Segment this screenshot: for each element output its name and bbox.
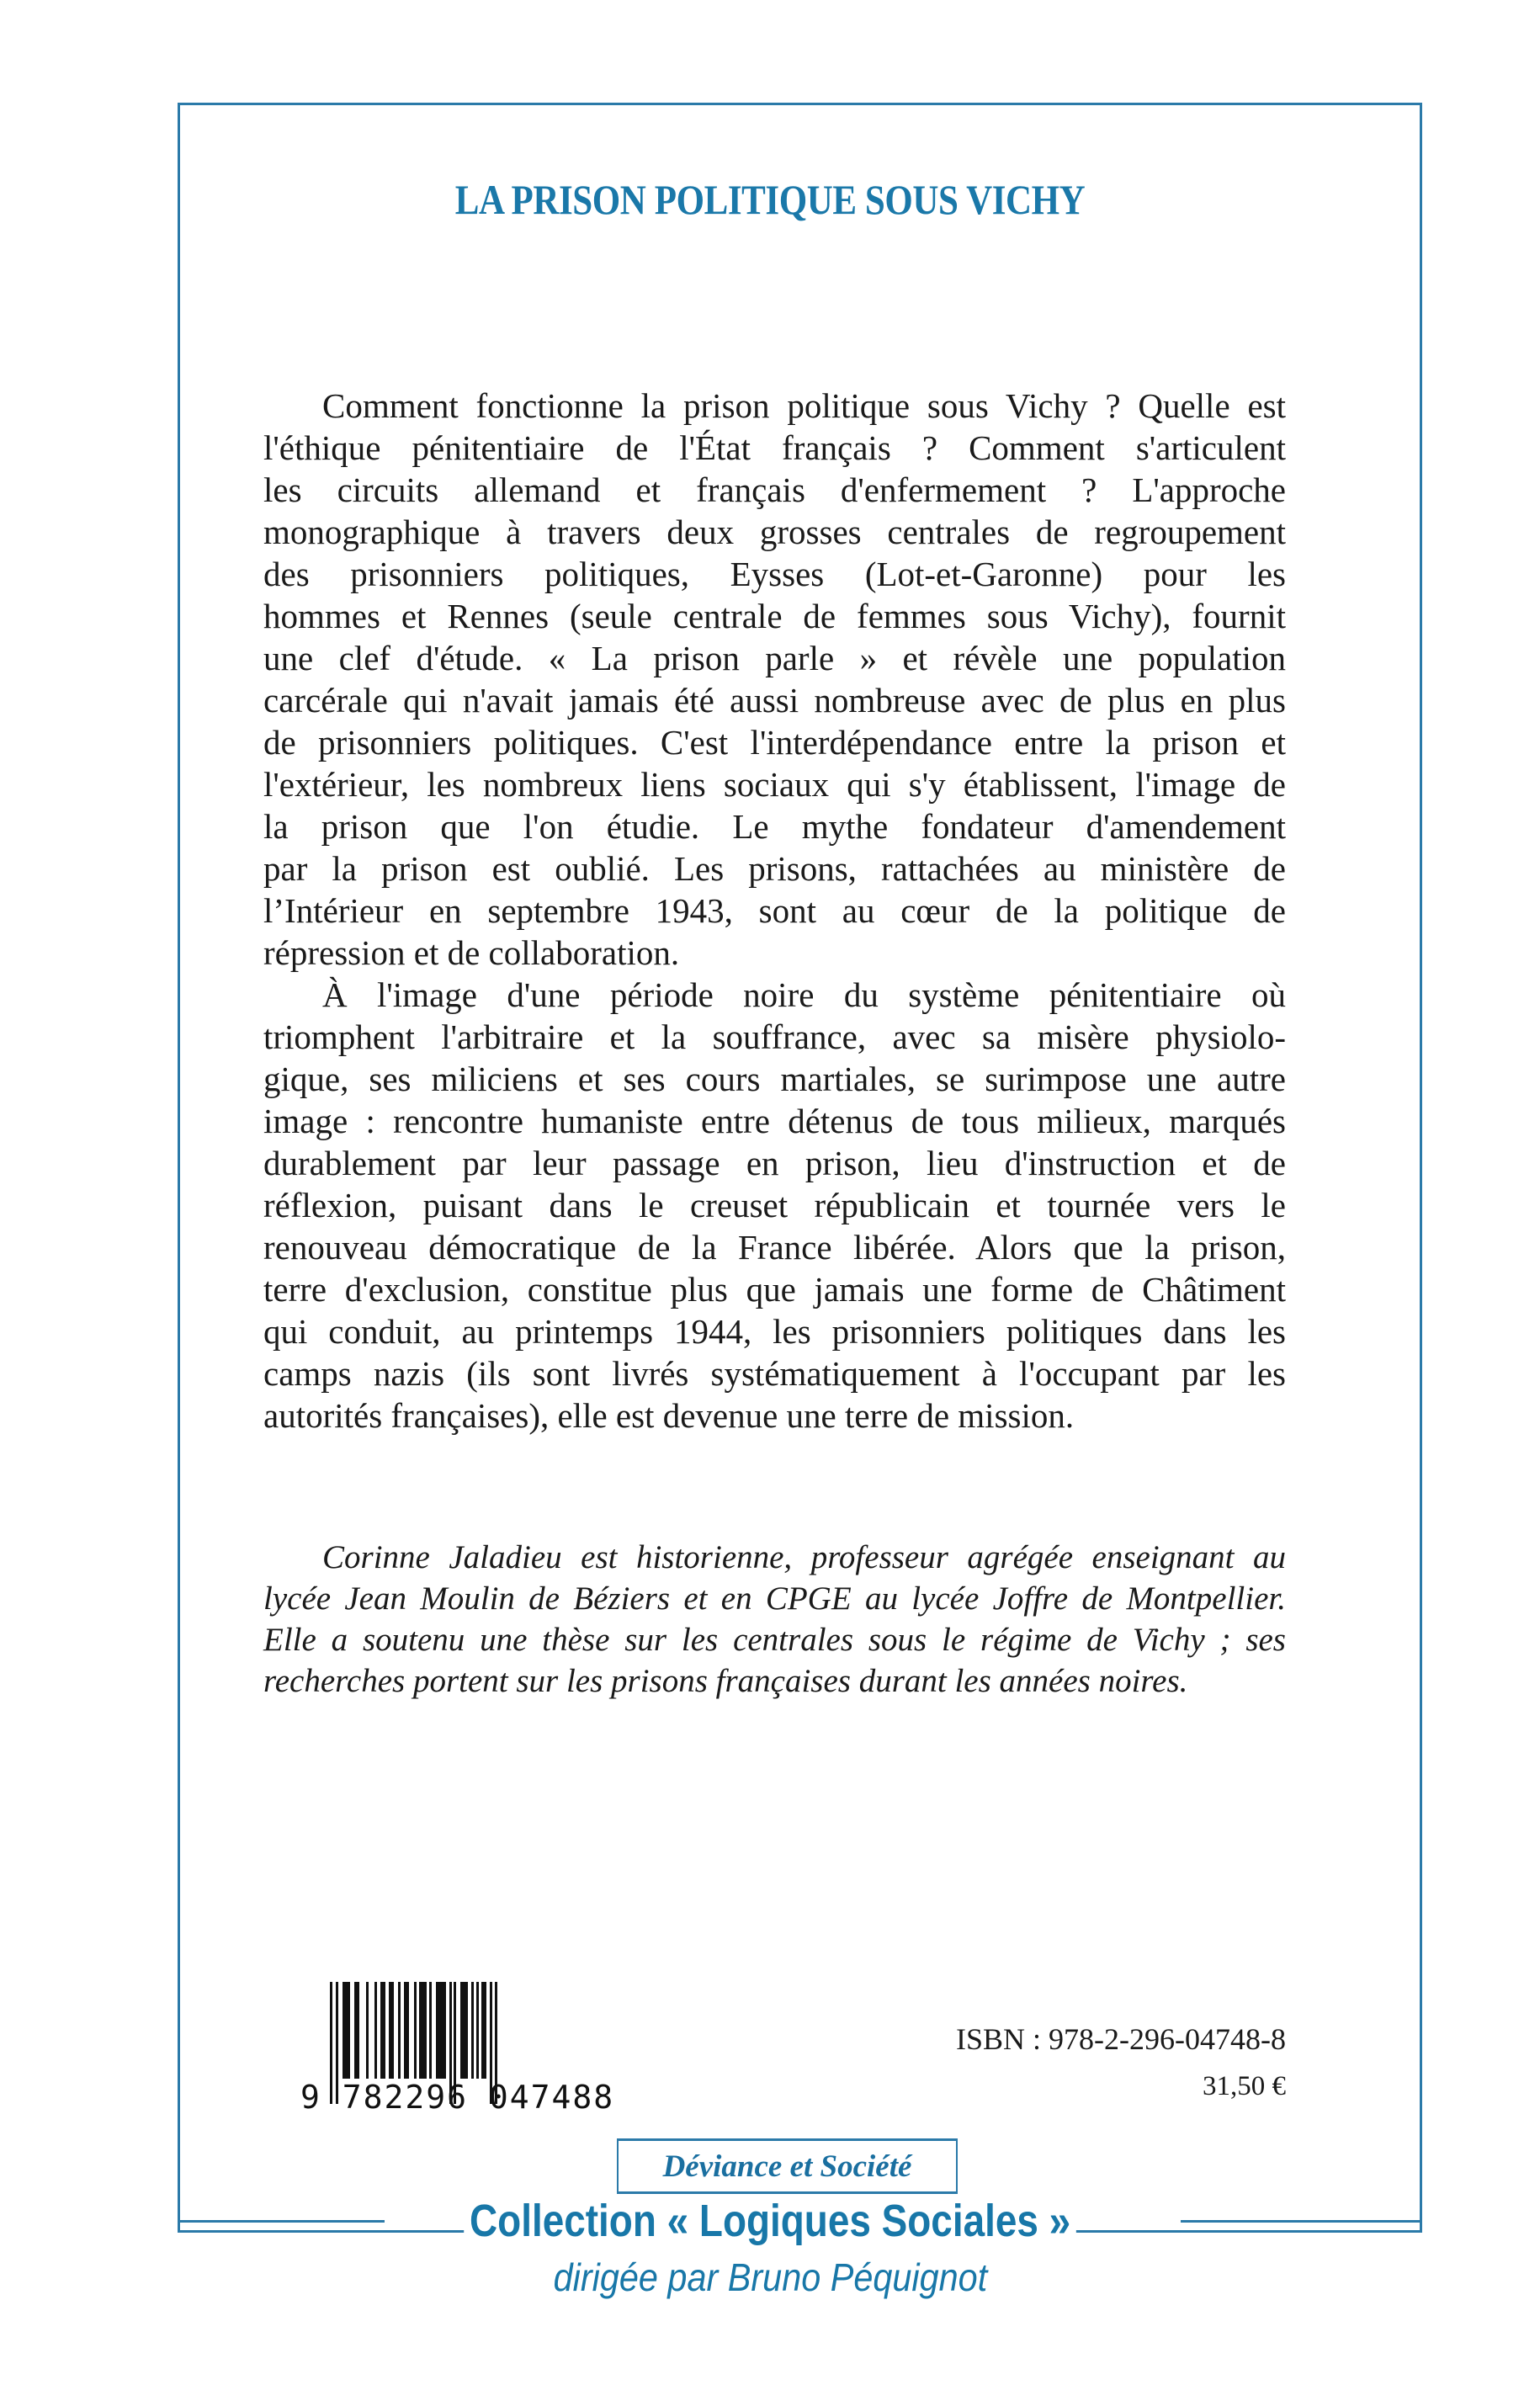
text-line: réflexion, puisant dans le creuset républicain et tournée vers le xyxy=(263,1186,1286,1224)
text-line: image : rencontre humaniste entre détenus de tous milieux, marqués xyxy=(263,1102,1286,1140)
text-line: de prisonniers politiques. C'est l'interdépendance entre la prison et xyxy=(263,723,1286,762)
isbn-label: ISBN : 978-2-296-04748-8 xyxy=(956,2022,1286,2056)
barcode-digits: 9 782296 047488 xyxy=(300,2079,615,2116)
text-line: l'éthique pénitentiaire de l'État français ? Comment s'articulent xyxy=(263,428,1286,467)
text-line: par la prison est oublié. Les prisons, rattachées au ministère de xyxy=(263,849,1286,888)
text-line: durablement par leur passage en prison, lieu d'instruction et de xyxy=(263,1144,1286,1182)
series-label: Déviance et Société xyxy=(662,2149,912,2184)
text-line: les circuits allemand et français d'enfermement ? L'approche xyxy=(263,470,1286,509)
collection-subtitle xyxy=(0,2254,1540,2301)
text-line: une clef d'étude. « La prison parle » et révèle une population xyxy=(263,639,1286,677)
text-line: hommes et Rennes (seule centrale de femmes sous Vichy), fournit xyxy=(263,597,1286,635)
text-line: Elle a soutenu une thèse sur les centrales sous le régime de Vichy ; ses xyxy=(263,1622,1286,1658)
text-line: renouveau démocratique de la France libérée. Alors que la prison, xyxy=(263,1228,1286,1267)
text-line: Comment fonctionne la prison politique sous Vichy ? Quelle est xyxy=(322,386,1286,425)
text-line: À l'image d'une période noire du système pénitentiaire où xyxy=(322,975,1286,1014)
book-title: LA PRISON POLITIQUE SOUS VICHY xyxy=(454,176,1086,223)
collection-title xyxy=(0,2195,1540,2247)
text-line: gique, ses miliciens et ses cours martiales, se surimpose une autre xyxy=(263,1060,1286,1098)
text-line: la prison que l'on étudie. Le mythe fondateur d'amendement xyxy=(263,807,1286,846)
text-line: qui conduit, au printemps 1944, les prisonniers politiques dans les xyxy=(263,1312,1286,1351)
author-bio xyxy=(263,1537,1286,1702)
text-line: des prisonniers politiques, Eysses (Lot-et-Garonne) pour les xyxy=(263,555,1286,593)
text-line: répression et de collaboration. xyxy=(263,933,680,972)
summary-paragraph-2 xyxy=(263,974,1286,1437)
text-line: autorités françaises), elle est devenue une terre de mission. xyxy=(263,1396,1075,1435)
text-line: Corinne Jaladieu est historienne, professeur agrégée enseignant au xyxy=(322,1539,1286,1575)
text-line: l’Intérieur en septembre 1943, sont au cœur de la politique de xyxy=(263,891,1286,930)
text-line: triomphent l'arbitraire et la souffrance, avec sa misère physiolo- xyxy=(263,1017,1286,1056)
price-label: 31,50 € xyxy=(1203,2071,1286,2101)
text-line: carcérale qui n'avait jamais été aussi nombreuse avec de plus en plus xyxy=(263,681,1286,720)
text-line: monographique à travers deux grosses centrales de regroupement xyxy=(263,513,1286,551)
text-line: l'extérieur, les nombreux liens sociaux qui s'y établissent, l'image de xyxy=(263,765,1286,804)
text-line: camps nazis (ils sont livrés systématiquement à l'occupant par les xyxy=(263,1354,1286,1393)
text-line: recherches portent sur les prisons françaises durant les années noires. xyxy=(263,1663,1188,1699)
collection-title-text: Collection « Logiques Sociales » xyxy=(464,2195,1076,2247)
summary-paragraph-1 xyxy=(263,385,1286,974)
text-line: terre d'exclusion, constitue plus que jamais une forme de Châtiment xyxy=(263,1270,1286,1309)
text-line: lycée Jean Moulin de Béziers et en CPGE au lycée Joffre de Montpellier. xyxy=(263,1580,1286,1617)
collection-subtitle-text: dirigée par Bruno Péquignot xyxy=(553,2255,987,2299)
series-label-box xyxy=(617,2138,958,2194)
